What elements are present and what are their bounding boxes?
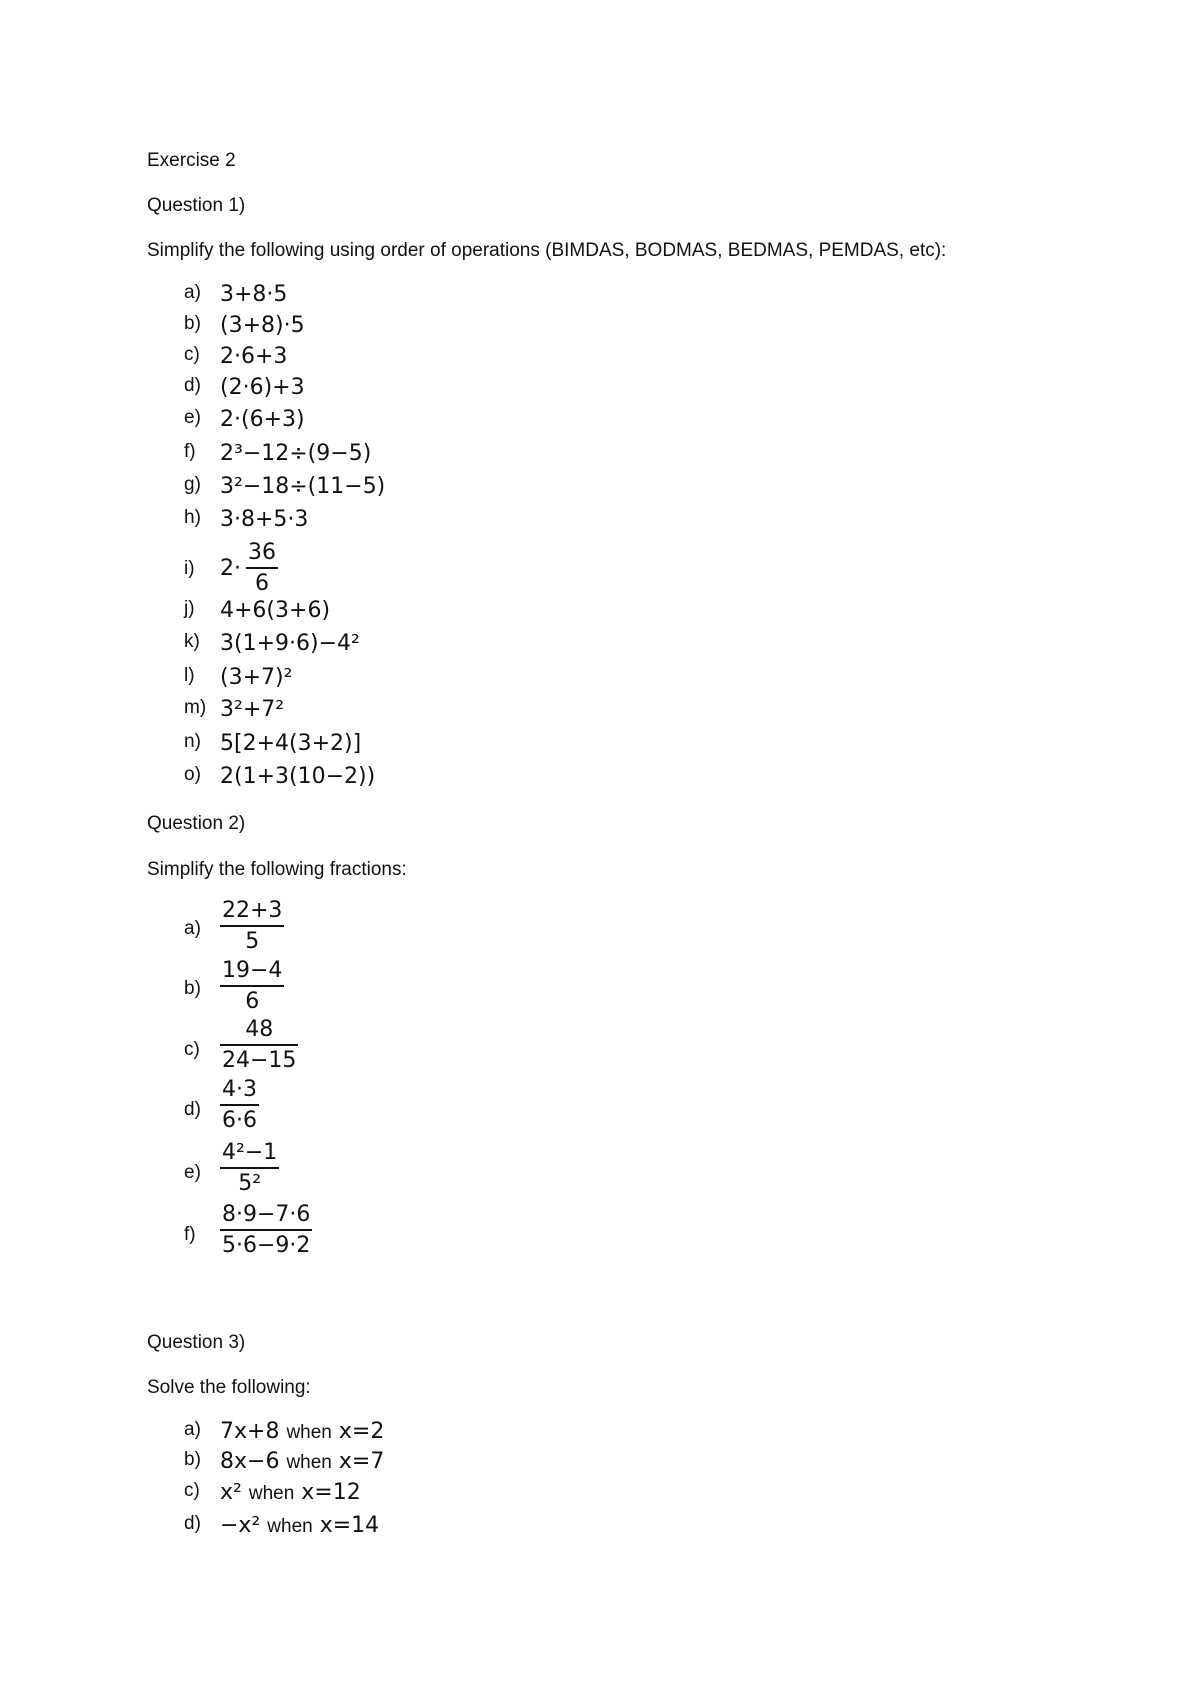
item-expression	[220, 1480, 361, 1505]
fraction-numerator: 48	[245, 1017, 274, 1042]
item-expression: 2·(6+3)	[220, 407, 305, 432]
item-expression: 3+8·5	[220, 282, 288, 307]
item-label: a)	[184, 282, 201, 303]
when-word: when	[267, 1516, 313, 1537]
condition-part: x=7	[338, 1449, 385, 1474]
fraction-denominator: 6	[246, 567, 278, 596]
item-label: h)	[184, 507, 201, 528]
item-expression: 5[2+4(3+2)]	[220, 731, 362, 756]
item-label: b)	[184, 1449, 201, 1470]
expression-part: x²	[220, 1480, 242, 1505]
fraction-numerator: 8·9−7·6	[222, 1202, 311, 1227]
item-label: g)	[184, 474, 201, 495]
item-label: i)	[184, 558, 195, 579]
fraction-denominator: 6·6	[220, 1104, 259, 1133]
fraction-denominator: 5·6−9·2	[220, 1229, 312, 1258]
condition-part: x=12	[301, 1480, 361, 1505]
item-expression: 2·6+3	[220, 344, 288, 369]
item-expression: 3·8+5·3	[220, 507, 309, 532]
item-fraction	[220, 1077, 259, 1133]
item-label: l)	[184, 665, 195, 686]
item-expression: 2³−12÷(9−5)	[220, 441, 372, 466]
item-label: c)	[184, 1039, 200, 1060]
question-2-heading: Question 2)	[147, 813, 246, 834]
item-expression: 3²+7²	[220, 697, 285, 722]
item-expression: 3²−18÷(11−5)	[220, 474, 386, 499]
item-fraction	[220, 1202, 312, 1258]
item-label: e)	[184, 407, 201, 428]
fraction-numerator: 4·3	[222, 1077, 257, 1102]
question-1-heading: Question 1)	[147, 195, 246, 216]
expression-part: −x²	[220, 1513, 261, 1538]
item-expression	[220, 1419, 384, 1444]
item-label: f)	[184, 1224, 196, 1245]
item-label: k)	[184, 631, 200, 652]
item-fraction	[220, 958, 284, 1014]
question-1-instruction: Simplify the following using order of operations (BIMDAS, BODMAS, BEDMAS, PEMDAS, etc):	[147, 240, 947, 261]
fraction-denominator: 5	[220, 925, 284, 954]
item-label: e)	[184, 1162, 201, 1183]
item-label: b)	[184, 978, 201, 999]
fraction-numerator: 36	[248, 540, 276, 565]
item-expression: 2(1+3(10−2))	[220, 764, 376, 789]
item-expression	[220, 1513, 379, 1538]
fraction-denominator: 6	[220, 985, 284, 1014]
item-label: d)	[184, 375, 201, 396]
item-fraction	[246, 540, 278, 596]
item-label: j)	[184, 598, 195, 619]
fraction-numerator: 22+3	[222, 898, 283, 923]
question-3-instruction: Solve the following:	[147, 1377, 311, 1398]
fraction-denominator: 5²	[220, 1167, 279, 1196]
item-expression: (3+7)²	[220, 665, 293, 690]
item-label: m)	[184, 697, 207, 718]
item-fraction	[220, 898, 284, 954]
condition-part: x=14	[319, 1513, 380, 1538]
question-3-heading: Question 3)	[147, 1332, 246, 1353]
item-label: c)	[184, 344, 200, 365]
exercise-title: Exercise 2	[147, 150, 236, 171]
item-label: d)	[184, 1099, 201, 1120]
item-label: a)	[184, 918, 201, 939]
condition-part: x=2	[338, 1419, 385, 1444]
item-expression	[220, 1449, 384, 1474]
item-expression: (3+8)·5	[220, 313, 305, 338]
item-label: b)	[184, 313, 201, 334]
when-word: when	[286, 1422, 332, 1443]
item-label: d)	[184, 1513, 201, 1534]
item-fraction	[220, 1017, 298, 1073]
when-word: when	[248, 1483, 295, 1504]
item-label: o)	[184, 764, 201, 785]
fraction-numerator: 4²−1	[222, 1140, 278, 1165]
item-expression: 4+6(3+6)	[220, 598, 331, 623]
expression-part: 8x−6	[220, 1449, 280, 1474]
item-label: f)	[184, 441, 196, 462]
question-2-instruction: Simplify the following fractions:	[147, 859, 407, 880]
item-expression: 3(1+9·6)−4²	[220, 631, 360, 656]
item-label: c)	[184, 1480, 200, 1501]
expression-part: 7x+8	[220, 1419, 280, 1444]
item-expression: (2·6)+3	[220, 375, 305, 400]
fraction-denominator: 24−15	[220, 1044, 298, 1073]
item-label: n)	[184, 731, 201, 752]
when-word: when	[286, 1452, 332, 1473]
item-prefix: 2·	[220, 556, 241, 581]
item-label: a)	[184, 1419, 201, 1440]
fraction-numerator: 19−4	[222, 958, 283, 983]
item-fraction	[220, 1140, 279, 1196]
